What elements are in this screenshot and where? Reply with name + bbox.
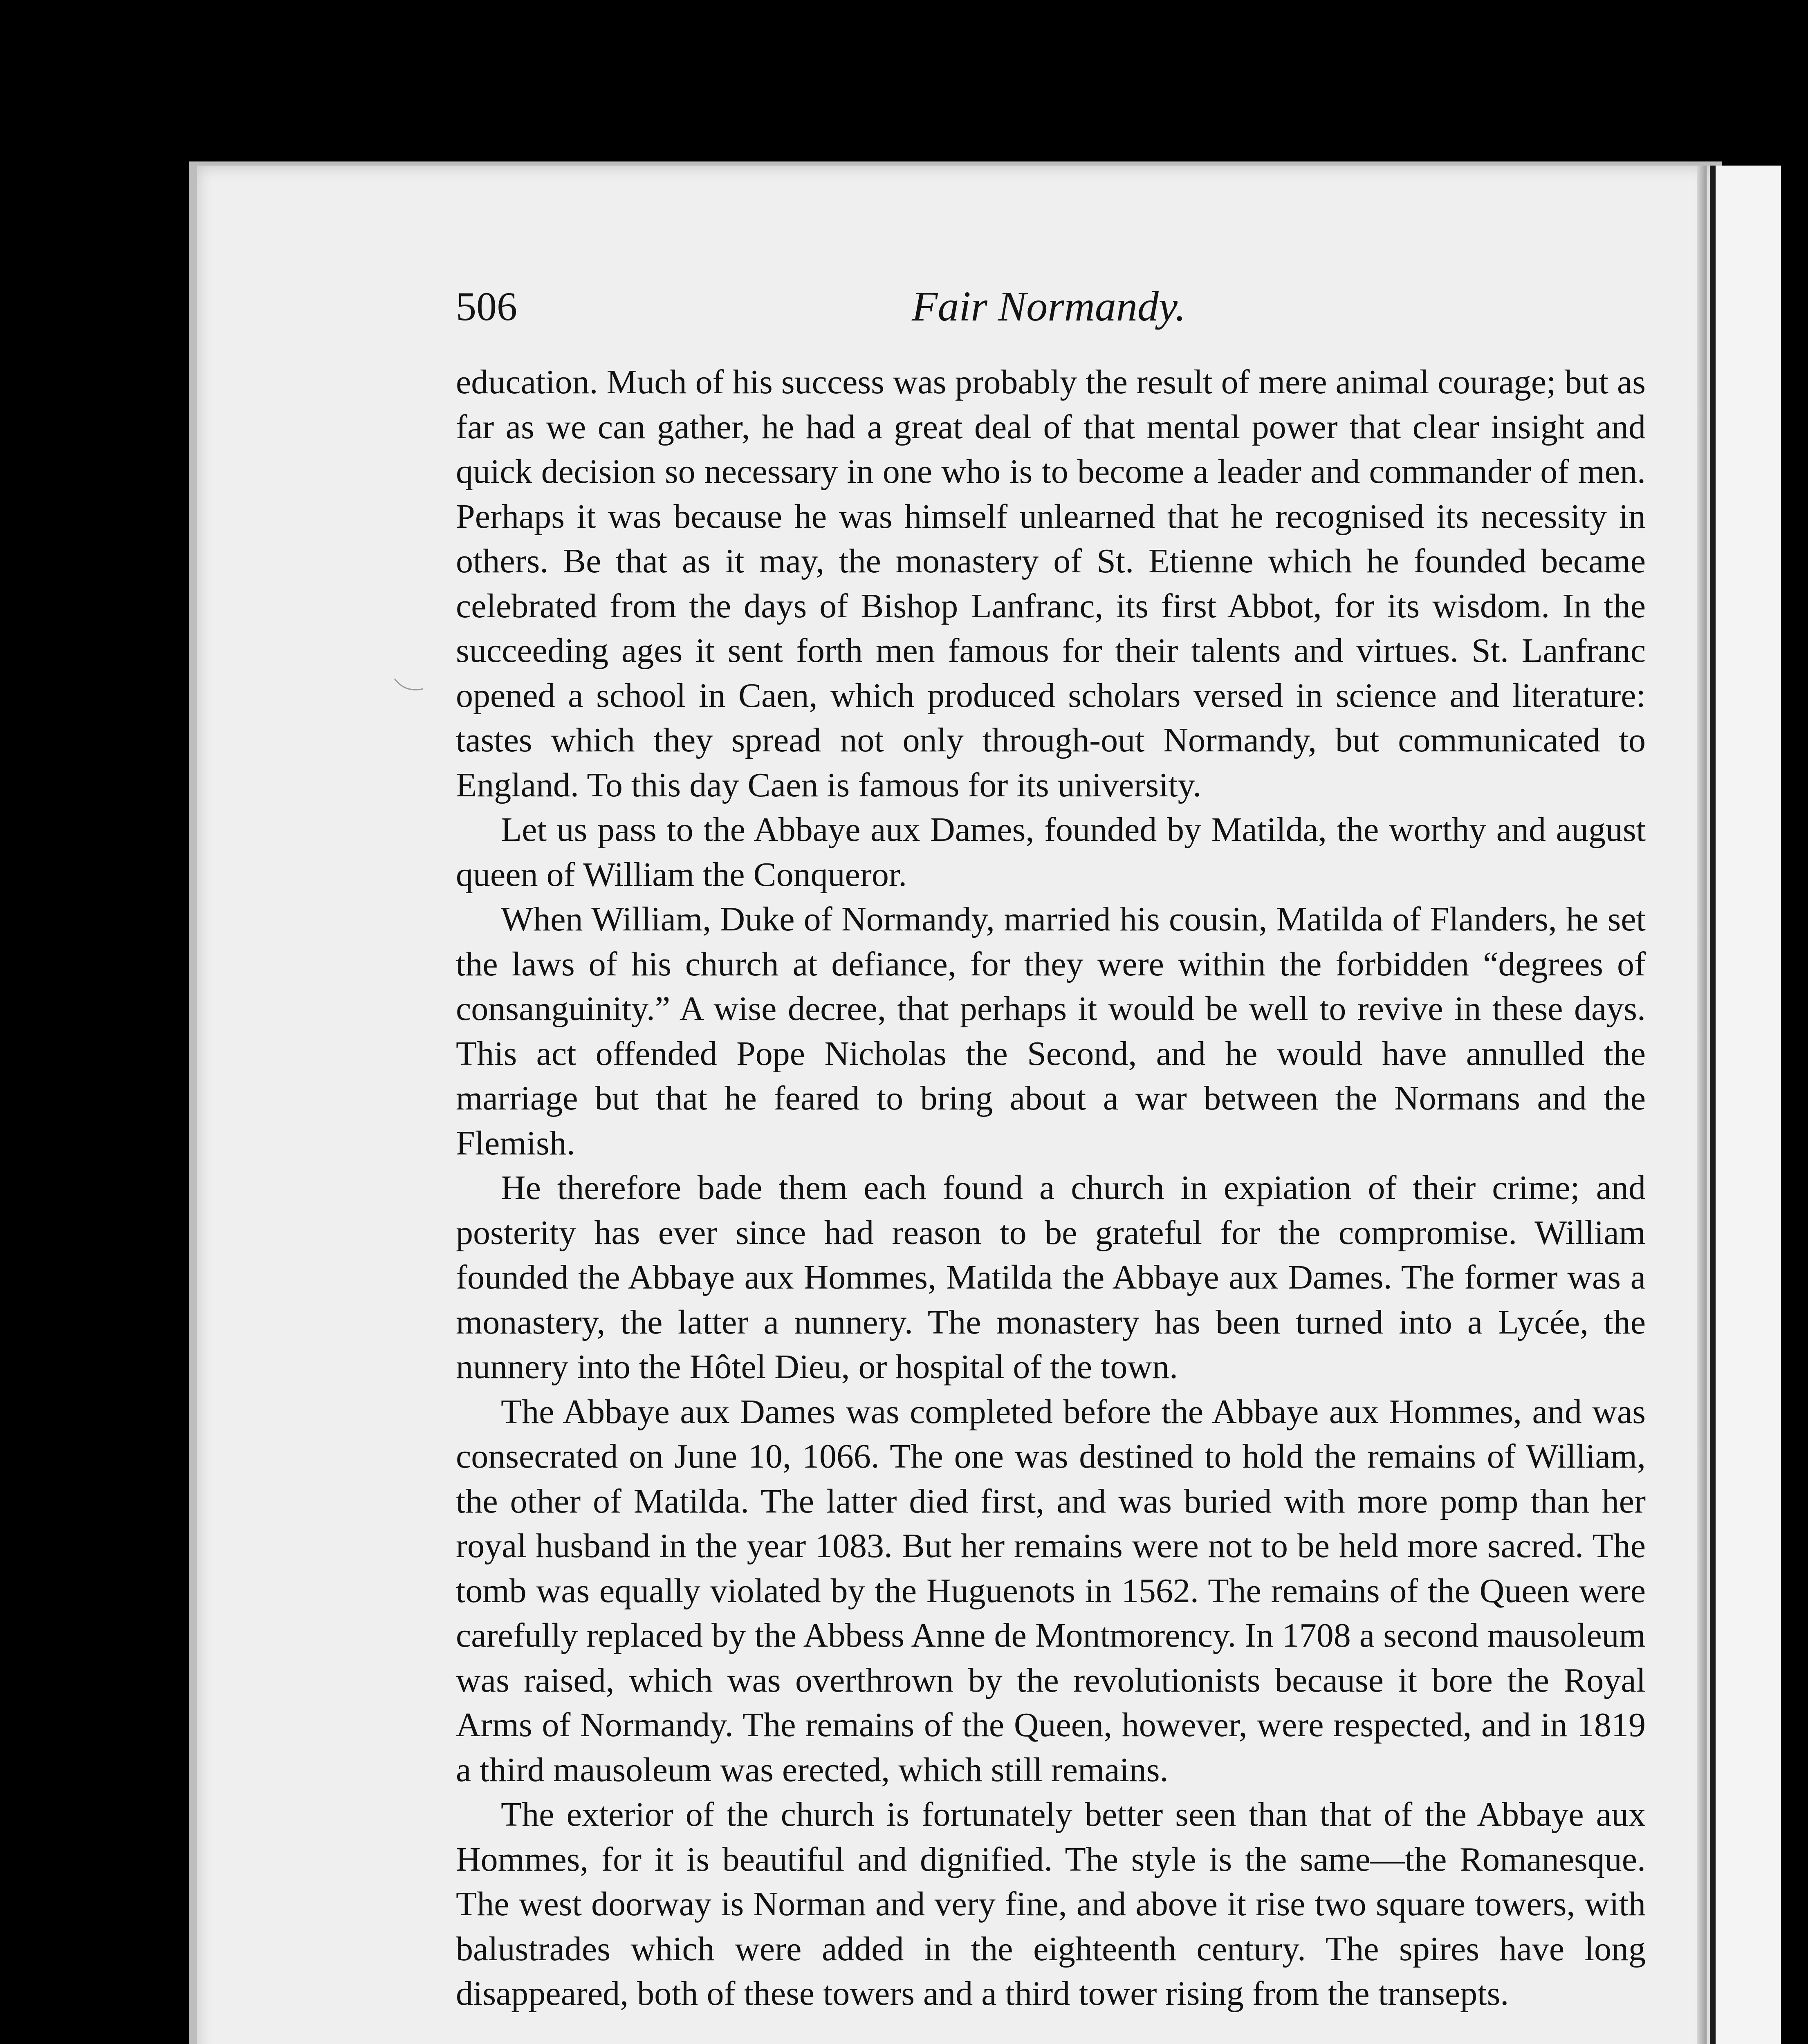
body-text <box>456 360 1646 2016</box>
running-title: Fair Normandy. <box>912 283 1186 330</box>
paragraph: Let us pass to the Abbaye aux Dames, founded by Matilda, the worthy and august queen of William the Conqueror. <box>456 811 1646 894</box>
next-page-edge <box>1710 166 1781 2044</box>
paragraph: The Abbaye aux Dames was completed before the Abbaye aux Hommes, and was consecrated on June 10, 1066. The one was destined to hold the remains of William, the other of Matilda. The latter died first, and was buried with more pomp than her royal husband in the year 1083. But her remains were not to be held more sacred. The tomb was equally violated by the Huguenots in 1562. The remains of the Queen were carefully replaced by the Abbess Anne de Montmorency. In 1708 a second mausoleum was raised, which was overthrown by the revolutionists because it bore the Royal Arms of Normandy. The remains of the Queen, however, were respected, and in 1819 a third mausoleum was erected, which still remains. <box>456 1392 1646 1789</box>
paragraph: The exterior of the church is fortunately better seen than that of the Abbaye aux Hommes, for it is beautiful and dignified. The style is the same—the Romanesque. The west doorway is Norman and very fine, and above it rise two square towers, with balustrades which were added in the eighteenth century. The spires have long disappeared, both of these towers and a third tower rising from the transepts. <box>456 1795 1646 2013</box>
paragraph: When William, Duke of Normandy, married his cousin, Matilda of Flanders, he set the laws of his church at defiance, for they were within the forbidden “degrees of consanguinity.” A wise decree, that perhaps it would be well to revive in these days. This act offended Pope Nicholas the Second, and he would have annulled the marriage but that he feared to bring about a war between the Normans and the Flemish. <box>456 900 1646 1162</box>
stray-mark-icon <box>393 675 425 695</box>
page-header <box>456 282 1646 335</box>
page-number: 506 <box>456 284 517 329</box>
paragraph: He therefore bade them each found a church in expiation of their crime; and posterity has ever since had reason to be grateful for the compromise. William founded the Abbaye aux Hommes, Matilda the Abbaye aux Dames. The former was a monastery, the latter a nunnery. The monastery has been turned into a Lycée, the nunnery into the Hôtel Dieu, or hospital of the town. <box>456 1169 1646 1386</box>
paragraph: education. Much of his success was probably the result of mere animal courage; but as far as we can gather, he had a great deal of that mental power that clear insight and quick decision so necessary in one who is to become a leader and commander of men. Perhaps it was because he was himself unlearned that he recognised its necessity in others. Be that as it may, the monastery of St. Etienne which he founded became celebrated from the days of Bishop Lanfranc, its first Abbot, for its wisdom. In the succeeding ages it sent forth men famous for their talents and virtues. St. Lanfranc opened a school in Caen, which produced scholars versed in science and literature: tastes which they spread not only through-out Normandy, but communicated to England. To this day Caen is famous for its university. <box>456 363 1646 804</box>
page-gutter <box>1697 166 1707 2044</box>
